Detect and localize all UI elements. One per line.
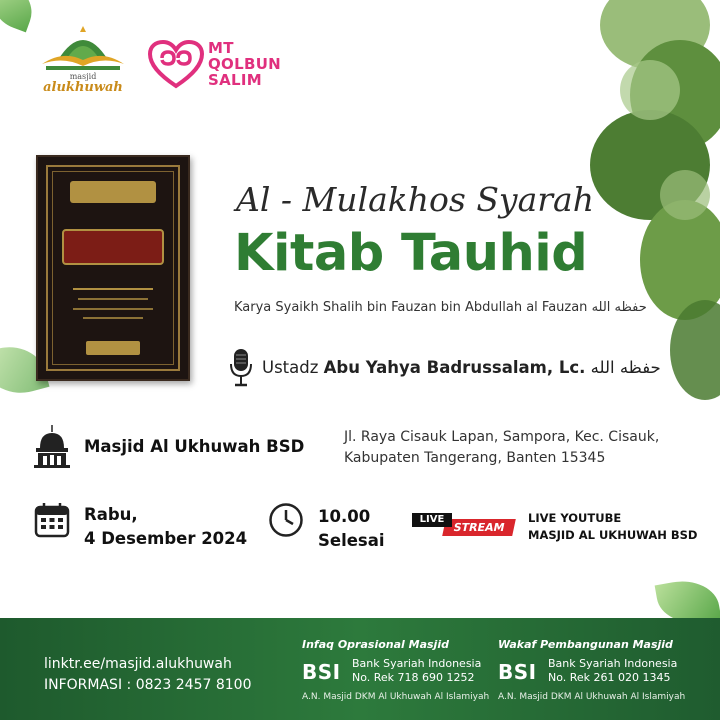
qolbun-line-1: MT xyxy=(208,39,234,57)
bsi-logo: BSI xyxy=(498,660,537,684)
masjid-small-label: masjid xyxy=(69,72,97,81)
leaf-decoration-top-left xyxy=(0,0,40,32)
bank-heading-infaq: Infaq Oprasional Masjid xyxy=(302,638,449,651)
bank-block-wakaf xyxy=(498,638,698,702)
heart-logo-icon xyxy=(148,40,204,90)
address-line-1: Jl. Raya Cisauk Lapan, Sampora, Kec. Cisauk, xyxy=(344,429,660,445)
book-cover-image xyxy=(36,155,190,381)
bank-name-wakaf: Bank Syariah Indonesia xyxy=(548,657,678,670)
live-youtube-line-2: MASJID AL UKHUWAH BSD xyxy=(528,528,698,542)
mt-qolbun-salim-logo xyxy=(148,38,288,94)
qolbun-line-2: QOLBUN xyxy=(208,55,282,73)
event-start-time: 10.00 xyxy=(318,507,371,526)
masjid-alukhuwah-logo xyxy=(38,22,128,94)
venue-name: Masjid Al Ukhuwah BSD xyxy=(84,437,305,456)
speaker-name: Abu Yahya Badrussalam, Lc. xyxy=(323,358,586,377)
mosque-icon xyxy=(32,424,72,468)
bsi-logo: BSI xyxy=(302,660,341,684)
bank-holder-infaq: A.N. Masjid DKM Al Ukhuwah Al Islamiyah xyxy=(302,692,490,702)
event-full-date: 4 Desember 2024 xyxy=(84,529,248,548)
bank-account-wakaf: No. Rek 261 020 1345 xyxy=(548,671,671,684)
bank-heading-wakaf: Wakaf Pembangunan Masjid xyxy=(498,638,673,651)
mosque-dome-logo-icon xyxy=(38,22,128,72)
calendar-icon xyxy=(34,502,70,538)
event-day: Rabu, xyxy=(84,505,138,524)
bank-block-infaq xyxy=(302,638,492,702)
speaker-honorific: حفظه الله xyxy=(590,358,661,377)
live-youtube-info xyxy=(528,510,697,544)
clock-icon xyxy=(268,502,304,538)
venue-address xyxy=(344,427,694,469)
live-youtube-line-1: LIVE YOUTUBE xyxy=(528,511,622,525)
event-end-time: Selesai xyxy=(318,531,385,550)
title-main: Kitab Tauhid xyxy=(234,224,588,283)
speaker-line xyxy=(262,358,692,377)
qolbun-logo-text xyxy=(208,40,281,88)
bank-name-infaq: Bank Syariah Indonesia xyxy=(352,657,482,670)
event-date xyxy=(84,503,247,551)
microphone-icon xyxy=(228,348,254,388)
book-author: Karya Syaikh Shalih bin Fauzan bin Abdullah al Fauzan حفظه الله xyxy=(234,300,647,315)
address-line-2: Kabupaten Tangerang, Banten 15345 xyxy=(344,450,606,466)
contact-info: INFORMASI : 0823 2457 8100 xyxy=(44,677,252,693)
qolbun-line-3: SALIM xyxy=(208,71,262,89)
bank-holder-wakaf: A.N. Masjid DKM Al Ukhuwah Al Islamiyah xyxy=(498,692,686,702)
bank-account-infaq: No. Rek 718 690 1252 xyxy=(352,671,475,684)
masjid-name-label: alukhuwah xyxy=(43,80,123,95)
event-time xyxy=(318,505,385,553)
live-stream-badge xyxy=(412,513,514,535)
live-badge-label: LIVE xyxy=(412,513,452,527)
linktree-link[interactable]: linktr.ee/masjid.alukhuwah xyxy=(44,656,232,672)
title-subheading: Al - Mulakhos Syarah xyxy=(236,180,594,219)
stream-badge-label: STREAM xyxy=(442,519,516,536)
speaker-prefix: Ustadz xyxy=(262,358,319,377)
